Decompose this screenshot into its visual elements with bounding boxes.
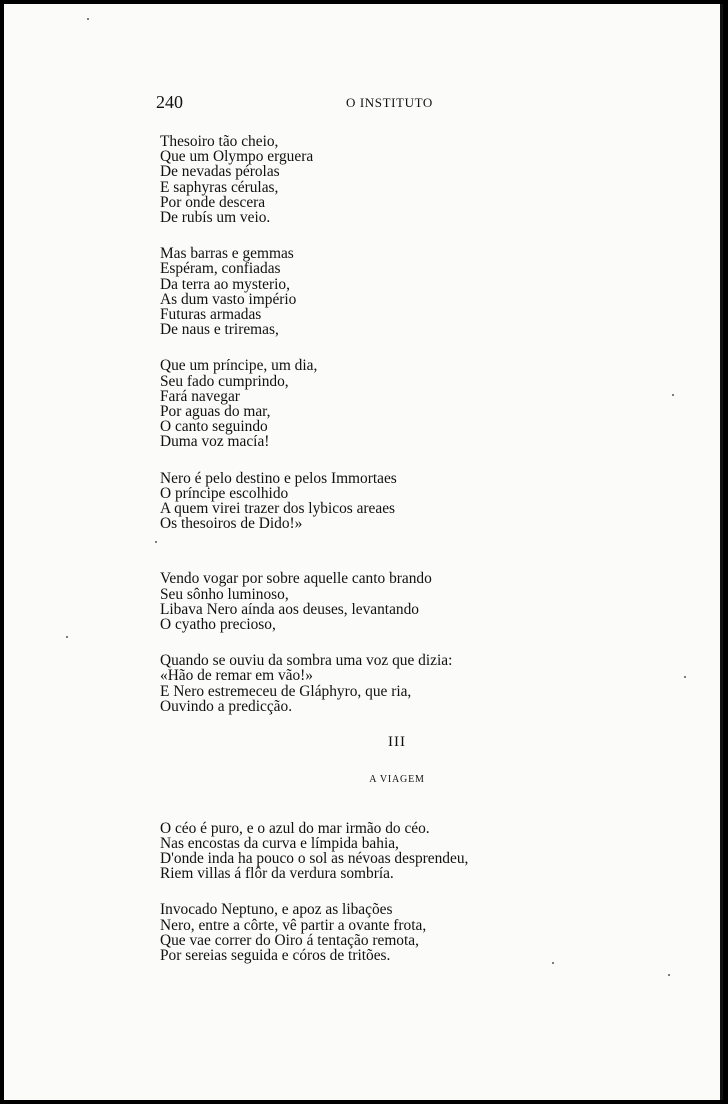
- stanza: [160, 653, 630, 714]
- poem-line: Seu sônho luminoso,: [160, 585, 289, 603]
- stanza: [160, 821, 630, 882]
- poem-line: Por sereias seguida e córos de tritões.: [160, 946, 391, 964]
- poem-line: Mas barras e gemmas: [160, 245, 294, 263]
- poem-line: O príncipe escolhido: [160, 484, 289, 502]
- journal-title: O INSTITUTO: [346, 95, 433, 110]
- poem-line: As dum vasto império: [160, 290, 297, 308]
- poem-line: Thesoiro tão cheio,: [160, 133, 279, 150]
- paper-speck: [668, 974, 670, 976]
- stanza: [160, 134, 630, 225]
- poem-line: Vendo vogar por sobre aquelle canto brando: [160, 570, 432, 588]
- page-number: 240: [156, 92, 183, 112]
- poem-line: D'onde inda ha pouco o sol as névoas desprendeu,: [160, 849, 469, 867]
- poem-line: O céo é puro, e o azul do mar irmão do céo.: [160, 819, 430, 837]
- poem-line: De rubís um veio.: [160, 209, 271, 227]
- poem-line: Por aguas do mar,: [160, 403, 271, 421]
- poem-line: De naus e triremas,: [160, 321, 279, 339]
- poem-line: Riem villas á flôr da verdura sombría.: [160, 865, 394, 883]
- paper-speck: [155, 541, 157, 543]
- stanza: [160, 471, 630, 532]
- poem-line: Espéram, confiadas: [160, 260, 281, 278]
- poem-line: Fará navegar: [160, 387, 240, 405]
- section-number: III: [388, 734, 406, 751]
- poem-text: [160, 134, 630, 984]
- stanza: [160, 246, 630, 337]
- poem-line: Futuras armadas: [160, 306, 262, 324]
- paper-speck: [66, 636, 68, 638]
- paper-speck: [87, 18, 89, 20]
- poem-line: Seu fado cumprindo,: [160, 372, 289, 390]
- poem-line: Invocado Neptuno, e apoz as libações: [160, 901, 393, 919]
- poem-line: Nero, entre a côrte, vê partir a ovante frota,: [160, 916, 427, 934]
- poem-line: O cyatho precioso,: [160, 616, 276, 634]
- paper-speck: [552, 962, 554, 964]
- poem-line: Ouvindo a predicção.: [160, 697, 293, 715]
- poem-line: Quando se ouviu da sombra uma voz que dizia:: [160, 652, 453, 670]
- paper-speck: [684, 676, 686, 678]
- book-page: [4, 4, 723, 1100]
- poem-line: Que um Olympo erguera: [160, 148, 314, 166]
- poem-line: Da terra ao mysterio,: [160, 275, 290, 293]
- poem-line: Que um príncipe, um dia,: [160, 357, 318, 375]
- poem-line: Por onde descera: [160, 193, 266, 211]
- poem-line: E Nero estremeceu de Gláphyro, que ria,: [160, 682, 412, 700]
- paper-speck: [672, 394, 674, 396]
- poem-line: De nevadas pérolas: [160, 163, 280, 181]
- running-head: [156, 92, 446, 114]
- poem-line: Nero é pelo destino e pelos Immortaes: [160, 469, 397, 487]
- section-title: A VIAGEM: [369, 774, 425, 786]
- poem-line: «Hão de remar em vão!»: [160, 667, 313, 685]
- poem-line: O canto seguindo: [160, 418, 268, 436]
- poem-line: Que vae correr do Oiro á tentação remota,: [160, 931, 419, 949]
- poem-line: E saphyras cérulas,: [160, 178, 279, 196]
- stanza: [160, 358, 630, 449]
- poem-line: Libava Nero aínda aos deuses, levantando: [160, 600, 419, 618]
- poem-line: Os thesoiros de Dido!»: [160, 515, 303, 533]
- poem-line: Nas encostas da curva e límpida bahia,: [160, 834, 399, 852]
- stanza: [160, 571, 630, 632]
- poem-line: A quem virei trazer dos lybicos areaes: [160, 500, 396, 518]
- stanza: [160, 902, 630, 963]
- poem-line: Duma voz macía!: [160, 433, 270, 451]
